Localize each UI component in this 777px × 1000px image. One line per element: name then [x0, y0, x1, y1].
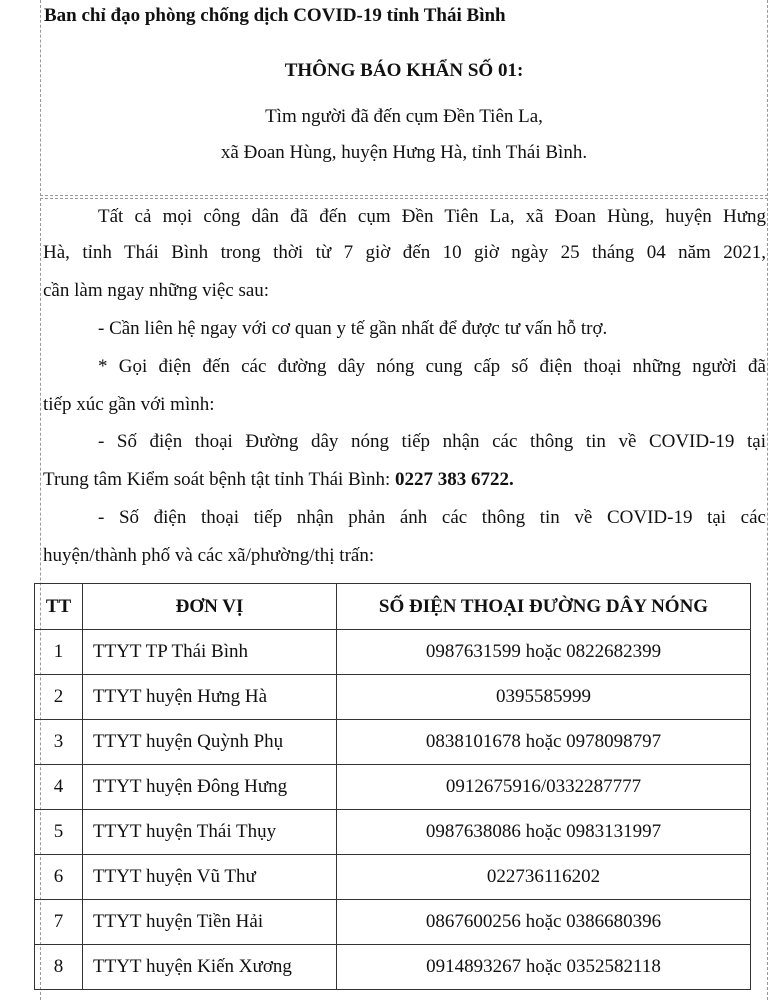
header-tt: TT: [35, 584, 83, 630]
paragraph-1-line-1: Tất cả mọi công dân đã đến cụm Đền Tiên La, xã Đoan Hùng, huyện Hưng: [98, 206, 766, 227]
table-row: [35, 945, 751, 990]
paragraph-3-line-2: tiếp xúc gần với mình:: [43, 394, 215, 415]
row-number: 3: [35, 720, 83, 765]
table-row: [35, 720, 751, 765]
table-row: [35, 630, 751, 675]
paragraph-4-line-2: [43, 469, 514, 491]
row-unit: TTYT huyện Vũ Thư: [83, 855, 337, 900]
table-row: [35, 675, 751, 720]
table-row: [35, 900, 751, 945]
hotline-table: [34, 583, 751, 990]
paragraph-2: - Cần liên hệ ngay với cơ quan y tế gần nhất để được tư vấn hỗ trợ.: [98, 318, 608, 339]
paragraph-4-text: Trung tâm Kiểm soát bệnh tật tỉnh Thái Bình:: [43, 469, 396, 490]
row-unit: TTYT huyện Hưng Hà: [83, 675, 337, 720]
table-header-row: [35, 584, 751, 630]
row-phone: 0987638086 hoặc 0983131997: [337, 810, 751, 855]
row-unit: TTYT huyện Kiến Xương: [83, 945, 337, 990]
row-unit: TTYT huyện Thái Thụy: [83, 810, 337, 855]
table-row: [35, 765, 751, 810]
row-phone: 0395585999: [337, 675, 751, 720]
row-phone: 0914893267 hoặc 0352582118: [337, 945, 751, 990]
notice-subtitle-line-2: xã Đoan Hùng, huyện Hưng Hà, tỉnh Thái Bình.: [220, 142, 588, 163]
paragraph-1-line-3: cần làm ngay những việc sau:: [43, 280, 270, 301]
header-phone: SỐ ĐIỆN THOẠI ĐƯỜNG DÂY NÓNG: [337, 584, 751, 630]
row-number: 7: [35, 900, 83, 945]
row-unit: TTYT huyện Tiền Hải: [83, 900, 337, 945]
row-phone: 0912675916/0332287777: [337, 765, 751, 810]
agency-name: Ban chỉ đạo phòng chống dịch COVID-19 tỉnh Thái Bình: [44, 5, 506, 26]
paragraph-4-line-1: - Số điện thoại Đường dây nóng tiếp nhận các thông tin về COVID-19 tại: [98, 431, 766, 452]
header-unit: ĐƠN VỊ: [83, 584, 337, 630]
paragraph-5-line-2: huyện/thành phố và các xã/phường/thị trấn:: [43, 545, 375, 566]
row-unit: TTYT huyện Đông Hưng: [83, 765, 337, 810]
row-unit: TTYT TP Thái Bình: [83, 630, 337, 675]
row-phone: 0838101678 hoặc 0978098797: [337, 720, 751, 765]
paragraph-1-line-2: Hà, tỉnh Thái Bình trong thời từ 7 giờ đến 10 giờ ngày 25 tháng 04 năm 2021,: [43, 242, 766, 263]
row-number: 2: [35, 675, 83, 720]
row-number: 4: [35, 765, 83, 810]
paragraph-5-line-1: - Số điện thoại tiếp nhận phản ánh các thông tin về COVID-19 tại các: [98, 507, 766, 528]
notice-subtitle-line-1: Tìm người đã đến cụm Đền Tiên La,: [265, 106, 543, 127]
table-row: [35, 810, 751, 855]
row-phone: 0867600256 hoặc 0386680396: [337, 900, 751, 945]
row-phone: 022736116202: [337, 855, 751, 900]
row-number: 5: [35, 810, 83, 855]
header-frame: [40, 0, 768, 196]
row-number: 1: [35, 630, 83, 675]
row-unit: TTYT huyện Quỳnh Phụ: [83, 720, 337, 765]
paragraph-3-line-1: * Gọi điện đến các đường dây nóng cung cấp số điện thoại những người đã: [98, 356, 766, 377]
notice-title: THÔNG BÁO KHẨN SỐ 01:: [284, 60, 524, 81]
row-phone: 0987631599 hoặc 0822682399: [337, 630, 751, 675]
row-number: 8: [35, 945, 83, 990]
row-number: 6: [35, 855, 83, 900]
cdc-hotline-number: 0227 383 6722.: [395, 469, 514, 490]
table-row: [35, 855, 751, 900]
